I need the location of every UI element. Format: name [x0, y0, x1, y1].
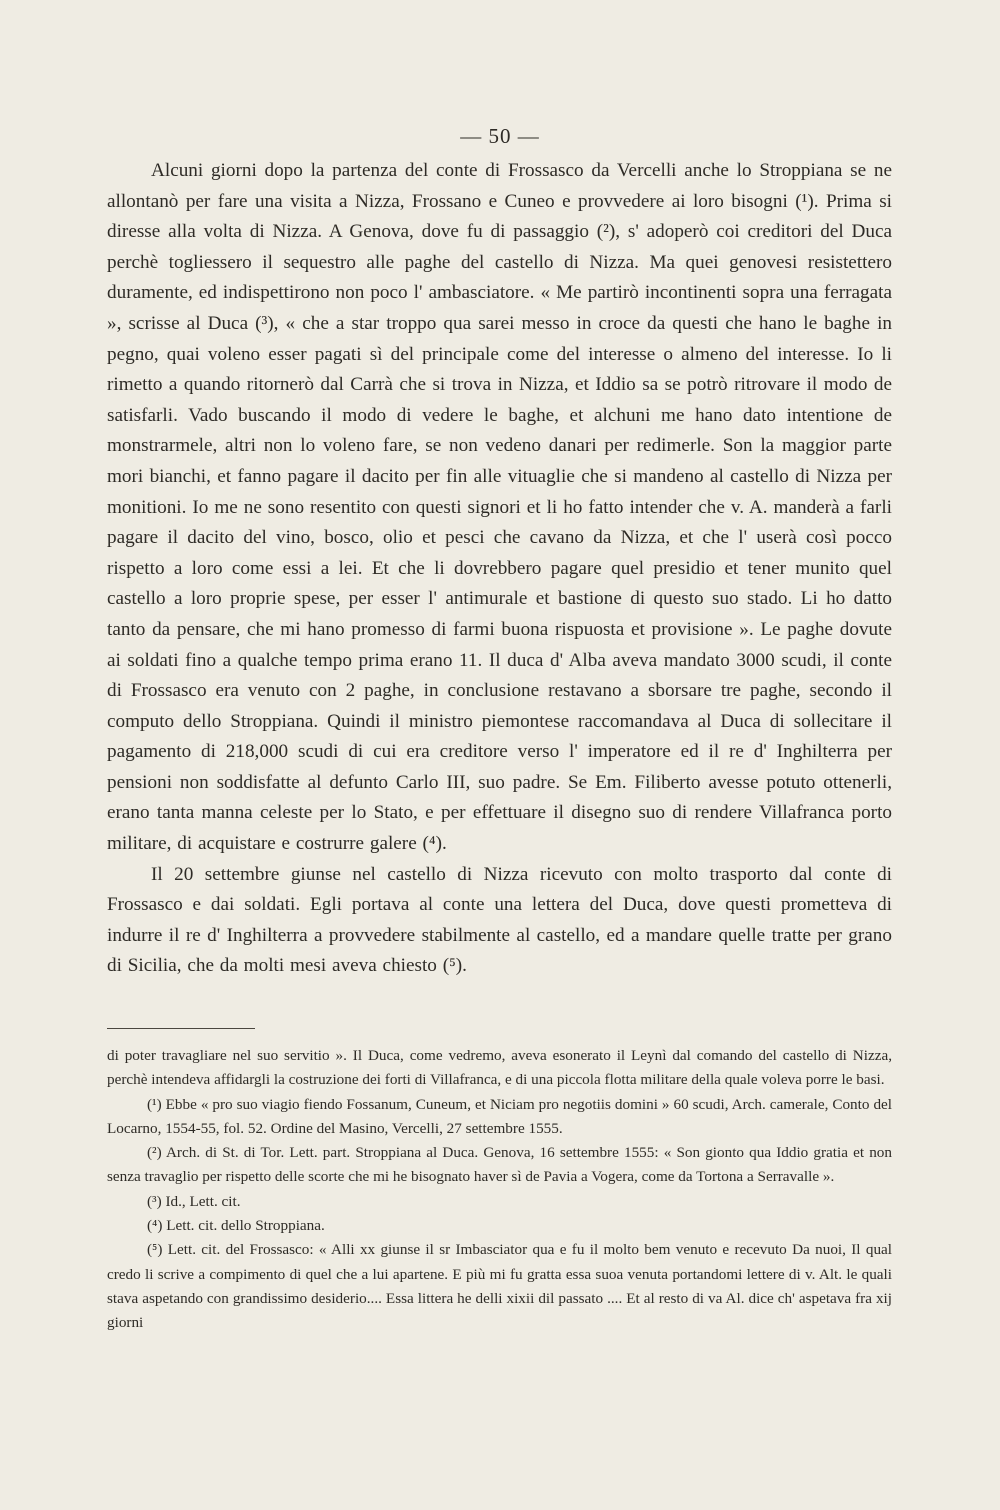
footnote-1: (¹) Ebbe « pro suo viagio fiendo Fossanum, Cuneum, et Niciam pro negotiis domini » 60 scudi, Arch. camerale, Conto del Locarno, 1554-55, fol. 52. Ordine del Masino, Vercelli, 27 settembre 1555. — [107, 1095, 892, 1137]
footnote-4: (⁴) Lett. cit. dello Stroppiana. — [147, 1217, 325, 1235]
paragraph-1: Alcuni giorni dopo la partenza del conte di Frossasco da Vercelli anche lo Stroppiana se ne allontanò per fare una visita a Nizza, Frossano e Cuneo e provvedere ai loro bisogni (¹). Prima si diresse alla volta di Nizza. A Genova, dove fu di passaggio (²), s' adoperò coi creditori del Duca perchè togliessero il sequestro alle paghe del castello di Nizza. Ma quei genovesi resistettero duramente, ed indispettirono non poco l' ambasciatore. « Me partirò incontinenti sopra una ferragata », scrisse al Duca (³), « che a star troppo qua sarei messo in croce da questi che hano le baghe in pegno, quai voleno esser pagati sì del principale come del interesse o almeno del interesse. Io li rimetto a quando ritornerò dal Carrà che si trova in Nizza, et Iddio sa se potrò ritrovare il modo de satisfarli. Vado buscando il modo di vedere le baghe, et alchuni me hano dato intentione de monstrarmele, altri non lo voleno fare, se non vedeno danari per redimerle. Son la maggior parte mori bianchi, et fanno pagare il dacito per fin alle vituaglie che si mandeno al castello di Nizza per monitioni. Io me ne sono resentito con questi signori et li ho fatto intender che v. A. manderà a farli pagare il dacito del vino, bosco, olio et pesci che cavano da Nizza, et che l' userà così pocco rispetto a loro come essi a lei. Et che li dovrebbero pagare quel presidio et tener munito quel castello a loro proprie spese, per esser l' antimurale et bastione di questo suo stado. Li ho datto tanto da pensare, che mi hano promesso di farmi buona rispuosta et provisione ». Le paghe dovute ai soldati fino a qualche tempo prima erano 11. Il duca d' Alba aveva mandato 3000 scudi, il conte di Frossasco era venuto con 2 paghe, in conclusione restavano a sborsare tre paghe, secondo il computo dello Stroppiana. Quindi il ministro piemontese raccomandava al Duca di sollecitare il pagamento di 218,000 scudi di cui era creditore verso l' imperatore ed il re d' Inghilterra per pensioni non soddisfatte al defunto Carlo III, suo padre. Se Em. Filiberto avesse potuto ottenerli, erano tanta manna celeste per lo Stato, e per effettuare il disegno suo di rendere Villafranca porto militare, di acquistare e costrurre galere (⁴). — [107, 160, 892, 855]
paragraph-2: Il 20 settembre giunse nel castello di Nizza ricevuto con molto trasporto dal conte di Frossasco e dai soldati. Egli portava al conte una lettera del Duca, dove questi prometteva di indurre il re d' Inghilterra a provvedere stabilmente al castello, ed a mandare quelle tratte per grano di Sicilia, che da molti mesi aveva chiesto (⁵). — [107, 863, 892, 977]
footnotes — [107, 1044, 892, 1336]
footnote-5: (⁵) Lett. cit. del Frossasco: « Alli xx giunse il sr Imbasciator qua e fu il molto bem venuto e recevuto Da nuoi, Il qual credo li scrive a compimento di quel che a lui apartene. E più mi fu gratta essa suoa venuta portandomi lettere di v. Alt. le quali stava aspetando con grandissimo desiderio.... Essa littera he delli xixii dil passato .... Et al resto di va Al. dice ch' aspetava fra xij giorni — [107, 1241, 892, 1332]
page-number: — 50 — — [460, 124, 540, 148]
footnote-divider — [107, 1028, 255, 1029]
footnote-3: (³) Id., Lett. cit. — [147, 1192, 241, 1210]
footnote-2: (²) Arch. di St. di Tor. Lett. part. Stroppiana al Duca. Genova, 16 settembre 1555: « Son gionto qua Iddio gratia et non senza travaglio per rispetto delle scorte che mi he bisognato haver sì de Pavia a Vogera, come da Tortona a Serravalle ». — [107, 1144, 892, 1186]
main-text — [107, 156, 892, 982]
footnote-continuation: di poter travagliare nel suo servitio ». Il Duca, come vedremo, aveva esonerato il Leynì dal comando del castello di Nizza, perchè intendeva affidargli la costruzione dei forti di Villafranca, e di una piccola flotta militare della quale voleva porre le basi. — [107, 1047, 892, 1089]
